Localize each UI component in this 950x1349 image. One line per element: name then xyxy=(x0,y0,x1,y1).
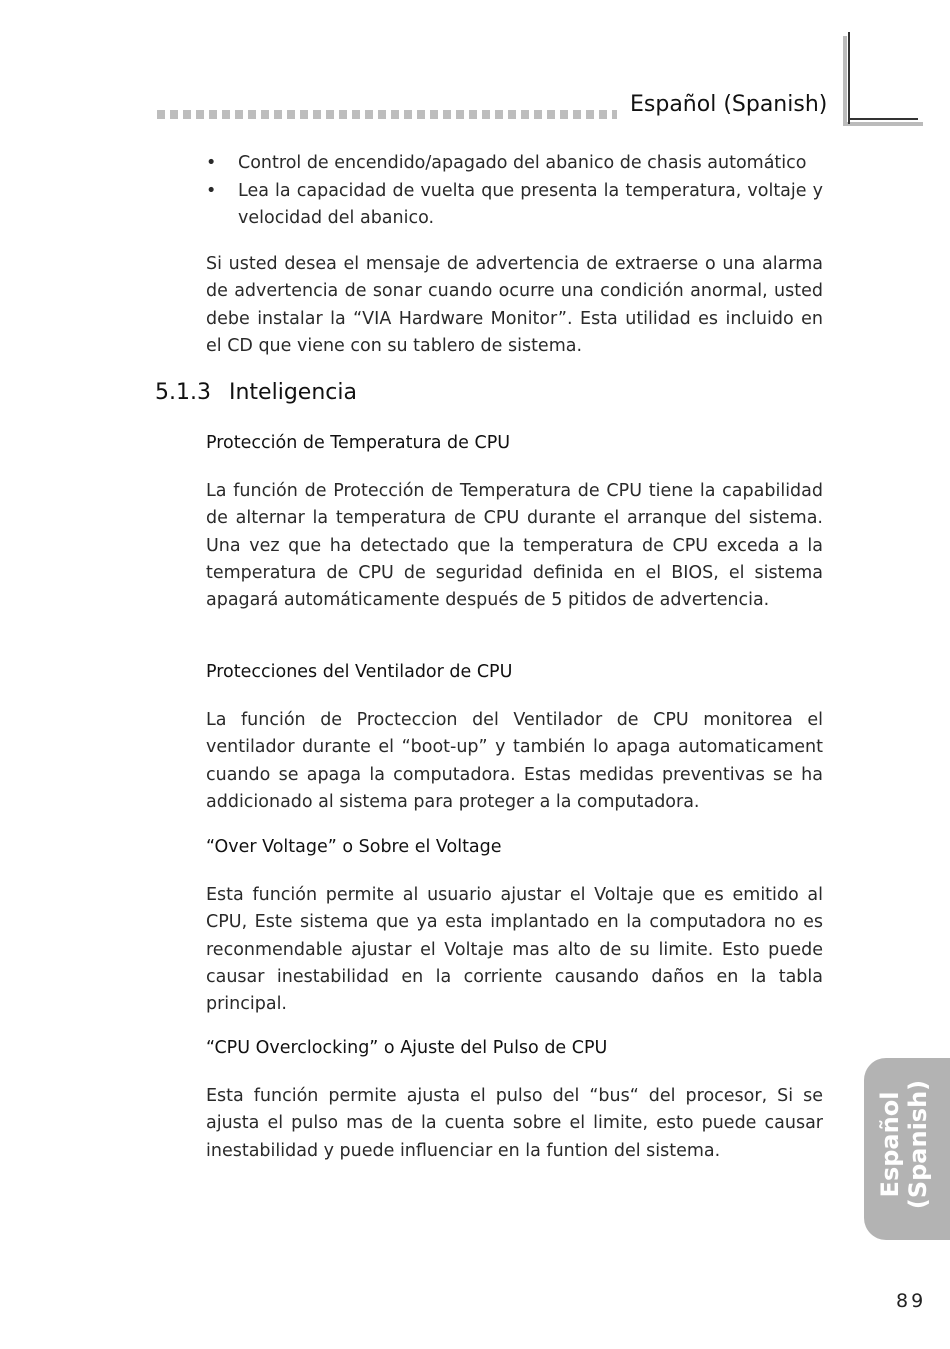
header-dotted-rule xyxy=(157,110,617,119)
side-tab-line2: (Spanish) xyxy=(904,1079,932,1210)
page-number: 89 xyxy=(896,1290,927,1312)
feature-bullet-list xyxy=(206,150,823,233)
page-header-title: Español (Spanish) xyxy=(630,92,828,117)
crop-mark-shadow-horizontal xyxy=(843,122,923,126)
subsection-body: La función de Protección de Temperatura de CPU tiene la capabilidad de alternar la temperatura de CPU durante el arranque del sistema. Una vez que ha detectado que la temperatura de CPU exceda a la temperatura de CPU de seguridad definida en el BIOS, el sistema apagará automáticamente después de 5 pitidos de advertencia. xyxy=(206,481,823,611)
list-item xyxy=(206,150,823,178)
list-item xyxy=(206,178,823,233)
section-heading xyxy=(155,380,357,405)
language-side-tab-label xyxy=(876,1057,936,1232)
bullet-icon: • xyxy=(206,180,217,201)
crop-mark-vertical xyxy=(848,32,850,124)
subsection-heading: “CPU Overclocking” o Ajuste del Pulso de CPU xyxy=(206,1038,608,1058)
subsection-heading: “Over Voltage” o Sobre el Voltage xyxy=(206,837,502,857)
subsection-body: La función de Procteccion del Ventilador de CPU monitorea el ventilador durante el “boot-up” y también lo apaga automaticament cuando se apaga la computadora. Estas medidas preventivas se ha addicionado al sistema para proteger a la computadora. xyxy=(206,710,823,812)
side-tab-line1: Español xyxy=(876,1091,904,1198)
subsection-heading: Protecciones del Ventilador de CPU xyxy=(206,662,513,682)
bullet-icon: • xyxy=(206,153,217,173)
subsection-body: Esta función permite ajusta el pulso del “bus“ del procesor, Si se ajusta el pulso mas de la cuenta sobre el limite, esto puede causar inestabilidad y puede influenciar en la funtion del sistema. xyxy=(206,1086,823,1161)
section-title: Inteligencia xyxy=(229,380,357,405)
subsection-heading: Protección de Temperatura de CPU xyxy=(206,433,511,453)
list-item-text: Control de encendido/apagado del abanico de chasis automático xyxy=(238,153,807,173)
list-item-text: Lea la capacidad de vuelta que presenta la temperatura, voltaje y velocidad del abanico. xyxy=(238,180,823,228)
subsection-body: Esta función permite al usuario ajustar el Voltaje que es emitido al CPU, Este sistema que ya esta implantado en la computadora no es reconmendable ajustar el Voltaje mas alto de su limite. Esto puede causar inestabilidad en la corriente causando daños en la tabla principal. xyxy=(206,885,823,1015)
section-number: 5.1.3 xyxy=(155,380,211,405)
intro-paragraph: Si usted desea el mensaje de advertencia de extraerse o una alarma de advertencia de sonar cuando ocurre una condición anormal, usted debe instalar la “VIA Hardware Monitor”. Esta utilidad es incluido en el CD que viene con su tablero de sistema. xyxy=(206,254,823,356)
crop-mark-shadow-vertical xyxy=(843,36,847,124)
crop-mark-horizontal xyxy=(848,118,918,120)
